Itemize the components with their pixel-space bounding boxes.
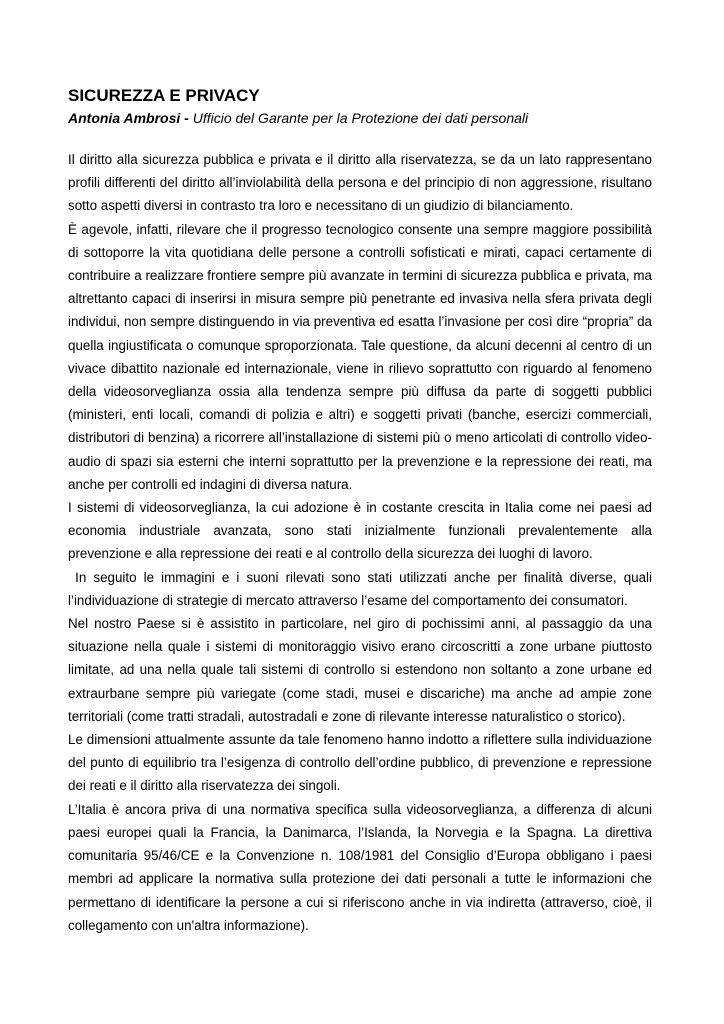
paragraph: In seguito le immagini e i suoni rilevati sono stati utilizzati anche per finalità diverse, quali l’individuazione di strategie di mercato attraverso l’esame del comportamento dei consumatori. <box>68 569 656 608</box>
paragraph: È agevole, infatti, rilevare che il progresso tecnologico consente una sempre maggiore possibilità di sottoporre la vita quotidiana delle persone a controlli sofisticati e mirati, capaci certamente di contribuire a realizzare frontiere sempre più avanzate in termini di sicurezza pubblica e privata, ma altrettanto capaci di inserirsi in misura sempre più penetrante ed invasiva nella sfera privata degli individui, non sempre distinguendo in via preventiva ed esatta l’invasione per così dire “propria” da quella ingiustificata o comunque sproporzionata. Tale questione, da alcuni decenni al centro di un vivace dibattito nazionale ed internazionale, viene in rilievo soprattutto con riguardo al fenomeno della videosorveglianza ossia alla tendenza sempre più diffusa da parte di soggetti pubblici (ministeri, enti locali, comandi di polizia e altri) e soggetti privati (banche, esercizi commerciali, distributori di benzina) a ricorrere all’installazione di sistemi più o meno articolati di controllo video-audio di spazi sia esterni che interni soprattutto per la prevenzione e la repressione dei reati, ma anche per controlli ed indagini di diversa natura. <box>68 221 652 492</box>
paragraph: Il diritto alla sicurezza pubblica e privata e il diritto alla riservatezza, se da un lato rappresentano profili differenti del diritto all’inviolabilità della persona e del principio di non aggressione, risultano sotto aspetti diversi in contrasto tra loro e necessitano di un giudizio di bilanciamento. <box>68 152 652 214</box>
paragraph: I sistemi di videosorveglianza, la cui adozione è in costante crescita in Italia come nei paesi ad economia industriale avanzata, sono stati inizialmente funzionali prevalentemente alla prevenzione e alla repressione dei reati e al controllo della sicurezza dei luoghi di lavoro. <box>68 500 652 562</box>
paragraph: Nel nostro Paese si è assistito in particolare, nel giro di pochissimi anni, al passaggio da una situazione nella quale i sistemi di monitoraggio visivo erano circoscritti a zone urbane piuttosto limitate, ad una nella quale tali sistemi di controllo si estendono non soltanto a zone urbane ed extraurbane sempre più variegate (come stadi, musei e discariche) ma anche ad ampie zone territoriali (come tratti stradali, autostradali e zone di rilevante interesse naturalistico o storico). <box>68 616 652 724</box>
author-affiliation: Ufficio del Garante per la Protezione dei dati personali <box>188 110 529 126</box>
paragraph: L’Italia è ancora priva di una normativa specifica sulla videosorveglianza, a differenza di alcuni paesi europei quali la Francia, la Danimarca, l’Islanda, la Norvegia e la Spagna. La direttiva comunitaria 95/46/CE e la Convenzione n. 108/1981 del Consiglio d’Europa obbligano i paesi membri ad applicare la normativa sulla protezione dei dati personali a tutte le informazioni che permettano di identificare la persone a cui si riferiscono anche in via indiretta (attraverso, cioè, il collegamento con un'altra informazione). <box>68 801 652 933</box>
paragraph: Le dimensioni attualmente assunte da tale fenomeno hanno indotto a riflettere sulla individuazione del punto di equilibrio tra l’esigenza di controllo dell’ordine pubblico, di prevenzione e repressione dei reati e il diritto alla riservatezza dei singoli. <box>68 732 652 794</box>
document-page <box>68 85 656 937</box>
author-name: Antonia Ambrosi - <box>68 110 189 126</box>
document-body <box>68 148 656 937</box>
document-byline <box>68 108 652 128</box>
document-title: SICUREZZA E PRIVACY <box>68 86 260 105</box>
